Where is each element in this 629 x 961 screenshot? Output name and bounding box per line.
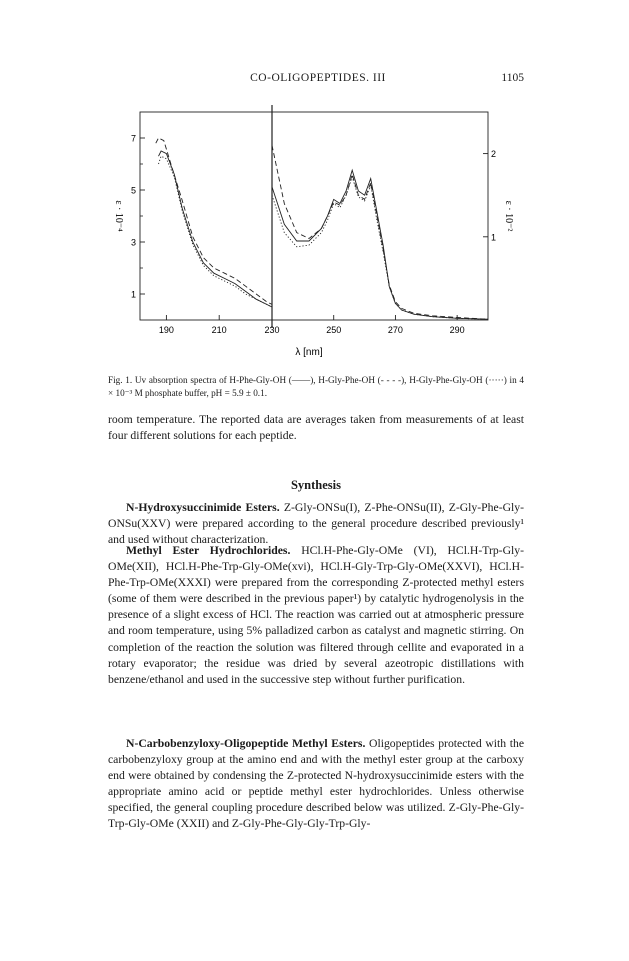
- left-y-tick-label: 5: [130, 185, 136, 196]
- right-y-tick-label: 1: [491, 232, 497, 243]
- spectrum-curve-dotted: [272, 177, 488, 319]
- paragraph-1: room temperature. The reported data are averages taken from measurements of at least four different solutions for each peptide.: [108, 413, 524, 443]
- curve-layer: [156, 138, 488, 319]
- spectrum-curve-dashed: [272, 145, 488, 319]
- section-title: Synthesis: [290, 478, 342, 492]
- spectrum-curve-solid: [159, 151, 273, 307]
- x-tick-label: 210: [211, 325, 227, 335]
- running-title: CO-OLIGOPEPTIDES. III: [250, 72, 386, 84]
- paragraph-text: Z-Gly-ONSu(I), Z-Phe-ONSu(II), Z-Gly-Phe-Gly-ONSu(XXV) were prepared according to the general procedure described previously¹ and used without characterization.: [108, 501, 525, 547]
- uv-spectra-figure: [100, 100, 520, 362]
- right-y-tick-label: 2: [491, 149, 497, 160]
- paragraph-cbz-esters: [108, 736, 524, 833]
- run-in-heading: Methyl Ester Hydrochlorides.: [126, 544, 291, 557]
- tick-layer: [131, 134, 496, 336]
- x-tick-label: 290: [449, 325, 465, 335]
- spectrum-curve-dashed: [156, 138, 272, 304]
- x-axis-label: λ [nm]: [295, 347, 323, 358]
- paragraph-methyl-esters: [108, 543, 524, 688]
- right-axis-label: ε · 10⁻²: [503, 200, 514, 232]
- left-panel-frame: [140, 112, 272, 320]
- spectrum-curve-solid: [272, 170, 488, 319]
- right-panel-frame: [272, 112, 488, 320]
- left-axis-label: ε · 10⁻⁴: [113, 200, 124, 232]
- paragraph-text: HCl.H-Phe-Gly-OMe (VI), HCl.H-Trp-Gly-OMe(XII), HCl.H-Phe-Trp-Gly-OMe(xvi), HCl.H-Gly-Trp-Gly-OMe(XXVI), HCl.H-Phe-Trp-OMe(XXXI) were prepared from the corresponding Z-protected methyl esters (some of them were described in the previous paper¹) by catalytic hydrogenolysis in the presence of a slight excess of HCl. The reaction was carried out at atmospheric pressure and room temperature, using 5% palladized carbon as catalyst and magnetic stirring. On completion of the reaction the solution was filtered through cellite and evaporated in a rotary evaporator; the residue was dried by several azeotropic distillations with benzene/ethanol and used in the successive step without further purification.: [108, 544, 524, 686]
- x-tick-label: 230: [264, 325, 280, 335]
- run-in-heading: N-Carbobenzyloxy-Oligopeptide Methyl Esters.: [126, 737, 366, 750]
- paragraph-nhs-esters: [108, 500, 524, 548]
- figure-caption: Fig. 1. Uv absorption spectra of H-Phe-Gly-OH (——), H-Gly-Phe-OH (- - - -), H-Gly-Phe-Gly-OH (·····) in 4 × 10⁻³ M phosphate buffer, pH = 5.9 ± 0.1.: [108, 375, 524, 398]
- run-in-heading: N-Hydroxysuccinimide Esters.: [126, 501, 280, 514]
- x-tick-label: 190: [158, 325, 174, 335]
- running-header: [112, 72, 524, 88]
- x-tick-label: 270: [387, 325, 403, 335]
- left-y-tick-label: 3: [130, 237, 136, 248]
- left-y-tick-label: 7: [130, 133, 136, 144]
- left-y-tick-label: 1: [130, 289, 136, 300]
- paragraph-text: Oligopeptides protected with the carbobenzyloxy group at the amino end and with the methyl ester group at the carboxy end were obtained by condensing the Z-protected N-hydroxysuccinimide esters with the appropriate amino acid or peptide methyl ester hydrochlorides. Unless otherwise specified, the general coupling procedure described below was utilized. Z-Gly-Phe-Gly-Trp-Gly-OMe (XXII) and Z-Gly-Phe-Gly-Gly-Trp-Gly-: [108, 737, 525, 831]
- x-tick-label: 250: [326, 325, 342, 335]
- page-number: 1105: [501, 72, 524, 84]
